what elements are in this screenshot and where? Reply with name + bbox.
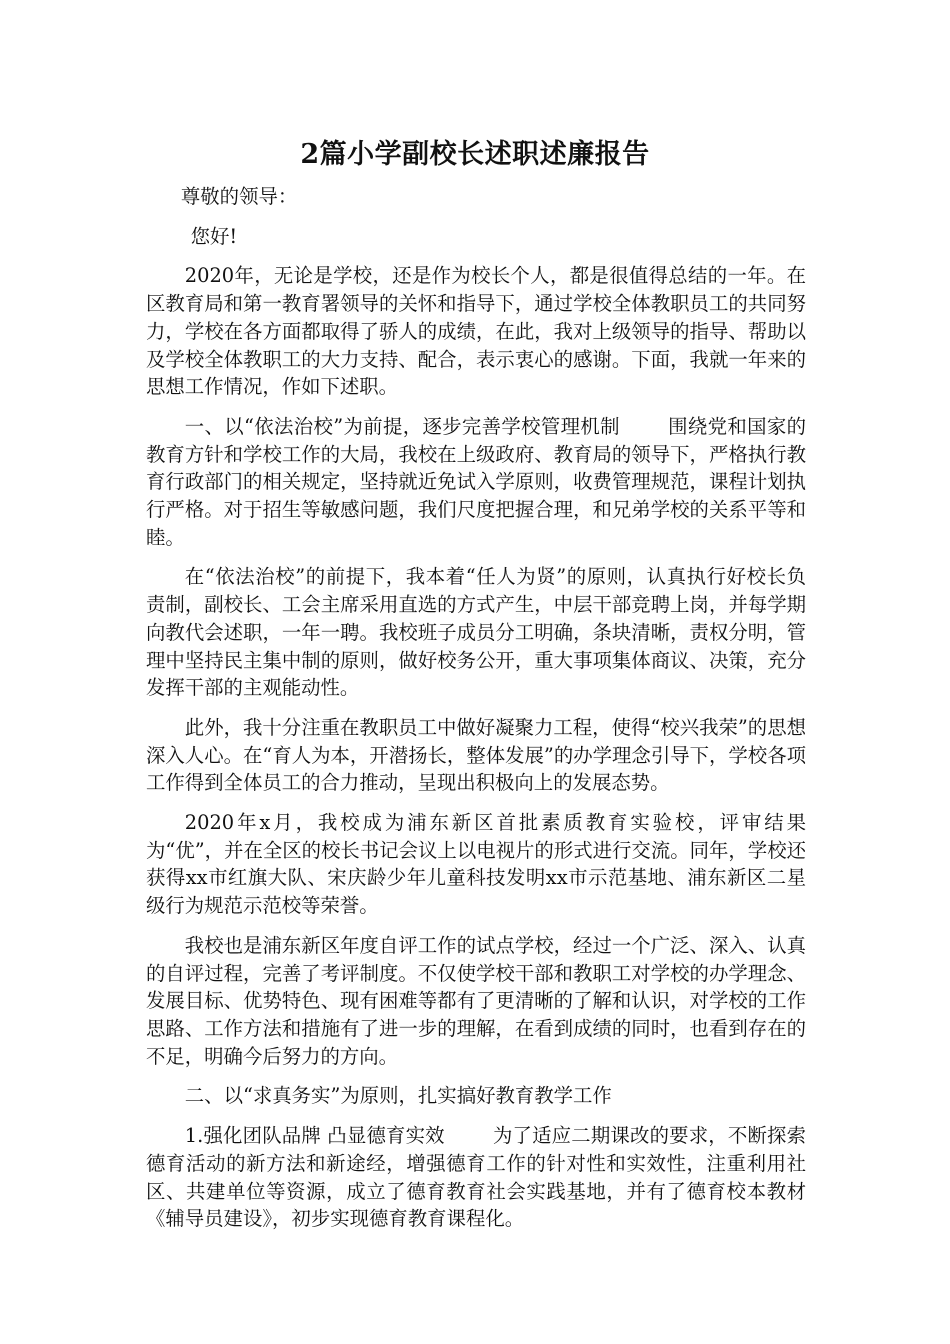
document-title: 2篇小学副校长述职述廉报告 bbox=[300, 139, 650, 170]
paragraph-section1 bbox=[146, 413, 806, 552]
paragraph-cohesion: 此外，我十分注重在教职员工中做好凝聚力工程，使得“校兴我荣”的思想深入人心。在“育人为本，开潜扬长，整体发展”的办学理念引导下，学校各项工作得到全体员工的合力推动，呈现出积极向上的发展态势。 bbox=[146, 715, 806, 795]
salutation: 尊敬的领导： bbox=[180, 185, 298, 208]
paragraph-intro: 2020年，无论是学校，还是作为校长个人，都是很值得总结的一年。在区教育局和第一教育署领导的关怀和指导下，通过学校全体教职员工的共同努力，学校在各方面都取得了骄人的成绩，在此，我对上级领导的指导、帮助以及学校全体教职工的大力支持、配合，表示衷心的感谢。下面，我就一年来的思想工作情况，作如下述职。 bbox=[146, 264, 806, 399]
paragraph-management: 在“依法治校”的前提下，我本着“任人为贤”的原则，认真执行好校长负责制，副校长、工会主席采用直选的方式产生，中层干部竞聘上岗，并每学期向教代会述职，一年一聘。我校班子成员分工明确，条块清晰，责权分明，管理中坚持民主集中制的原则，做好校务公开，重大事项集体商议、决策，充分发挥干部的主观能动性。 bbox=[146, 565, 806, 700]
sub1-heading: 1.强化团队品牌 凸显德育实效 bbox=[184, 1124, 445, 1148]
section1-heading: 一、以“依法治校”为前提，逐步完善学校管理机制 bbox=[184, 414, 620, 438]
section2-heading: 二、以“求真务实”为原则，扎实搞好教育教学工作 bbox=[184, 1084, 612, 1108]
greeting: 您好! bbox=[190, 224, 238, 248]
paragraph-honors: 2020年x月，我校成为浦东新区首批素质教育实验校，评审结果为“优”，并在全区的校长书记会议上以电视片的形式进行交流。同年，学校还获得xx市红旗大队、宋庆龄少年儿童科技发明xx市示范基地、浦东新区二星级行为规范示范校等荣誉。 bbox=[146, 811, 806, 918]
sub1-text: 为了适应二期课改的要求，不断探索德育活动的新方法和新途经，增强德育工作的针对性和实效性，注重利用社区、共建单位等资源，成立了德育教育社会实践基地，并有了德育校本教材《辅导员建设》，初步实现德育教育课程化。 bbox=[146, 1124, 806, 1231]
document-body bbox=[146, 183, 806, 1245]
section1-lead: 围绕 bbox=[667, 414, 708, 438]
section1-text: 党和国家的教育方针和学校工作的大局，我校在上级政府、教育局的领导下，严格执行教育行政部门的相关规定，坚持就近免试入学原则，收费管理规范，课程计划执行严格。对于招生等敏感问题，我们尺度把握合理，和兄弟学校的关系平等和睦。 bbox=[146, 414, 807, 549]
paragraph-self-evaluation: 我校也是浦东新区年度自评工作的试点学校，经过一个广泛、深入、认真的自评过程，完善了考评制度。不仅使学校干部和教职工对学校的办学理念、发展目标、优势特色、现有困难等都有了更清晰的了解和认识，对学校的工作思路、工作方法和措施有了进一步的理解，在看到成绩的同时，也看到存在的不足，明确今后努力的方向。 bbox=[146, 933, 806, 1068]
paragraph-sub1 bbox=[146, 1122, 806, 1233]
